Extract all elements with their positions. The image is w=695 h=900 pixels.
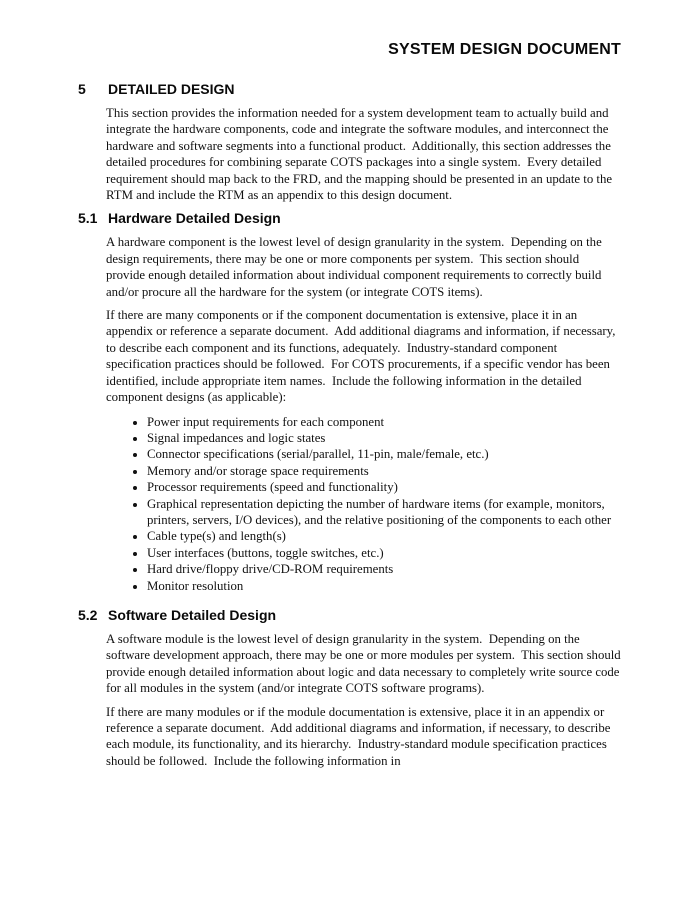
document-title: SYSTEM DESIGN DOCUMENT <box>388 41 621 58</box>
bullet-item: • Monitor resolution <box>147 578 621 594</box>
section-heading <box>78 81 621 98</box>
bullet-item: • Hard drive/floppy drive/CD-ROM requirements <box>147 561 621 577</box>
section-title: DETAILED DESIGN <box>108 81 235 97</box>
bullet-item: • Memory and/or storage space requirements <box>147 463 621 479</box>
section-5-2-software-detailed-design <box>78 606 624 769</box>
paragraph: A hardware component is the lowest level of design granularity in the system. Depending on the design requirements, there may be one or more components per system. This section should provide enough detailed information about individual component requirements to correctly build and/or procure all the hardware for the system (or integrate COTS items). <box>106 235 605 299</box>
bullet-item: • Signal impedances and logic states <box>147 430 621 446</box>
section-title: Hardware Detailed Design <box>108 210 281 227</box>
section-number: 5 <box>78 81 86 97</box>
bullet-item: • Processor requirements (speed and functionality) <box>147 479 621 495</box>
hardware-requirements-bullet-list <box>106 414 621 594</box>
paragraph: This section provides the information needed for a system development team to actually build and integrate the hardware components, code and integrate the software modules, and interconnect the hardware and software segments into a functional product. Additionally, this section addresses the detailed procedures for combining separate COTS packages into a single system. Every detailed requirement should map back to the FRD, and the mapping should be presented in an update to the RTM and include the RTM as an appendix to this design document. <box>106 106 616 203</box>
section-5-1-hardware-detailed-design <box>78 210 621 594</box>
section-number: 5.1 <box>78 210 98 227</box>
bullet-item: • Power input requirements for each component <box>147 414 621 430</box>
section-body <box>106 234 621 594</box>
paragraph: If there are many components or if the component documentation is extensive, place it in an appendix or reference a separate document. Add additional diagrams and information, if necessary, to describe each component and its functions, adequately. Industry-standard component specification practices should be followed. For COTS procurements, if a specific vendor has been identified, include appropriate item names. Include the following information in the detailed component designs (as applicable): <box>106 308 619 405</box>
bullet-item: • User interfaces (buttons, toggle switches, etc.) <box>147 545 621 561</box>
bullet-item: • Graphical representation depicting the number of hardware items (for example, monitors, printers, servers, I/O devices), and the relative positioning of the components to each other <box>147 496 621 529</box>
section-body <box>106 105 621 203</box>
bullet-item: • Cable type(s) and length(s) <box>147 528 621 544</box>
paragraph: A software module is the lowest level of design granularity in the system. Depending on the software development approach, there may be one or more modules per system. This section should provide enough detailed information about logic and data necessary to completely write source code for all modules in the system (and/or integrate COTS software programs). <box>106 631 624 696</box>
paragraph: If there are many modules or if the module documentation is extensive, place it in an appendix or reference a separate document. Add additional diagrams and information, if necessary, to describe each module, its functionality, and its hierarchy. Industry-standard module specification practices should be followed. Include the following information in <box>106 704 614 768</box>
section-title: Software Detailed Design <box>108 606 277 623</box>
bullet-item: • Connector specifications (serial/parallel, 11-pin, male/female, etc.) <box>147 446 621 462</box>
section-heading <box>78 210 621 227</box>
document-header <box>78 40 621 59</box>
section-5-detailed-design <box>78 81 621 203</box>
section-heading <box>78 607 621 624</box>
section-number: 5.2 <box>78 606 98 623</box>
section-body <box>106 631 624 769</box>
